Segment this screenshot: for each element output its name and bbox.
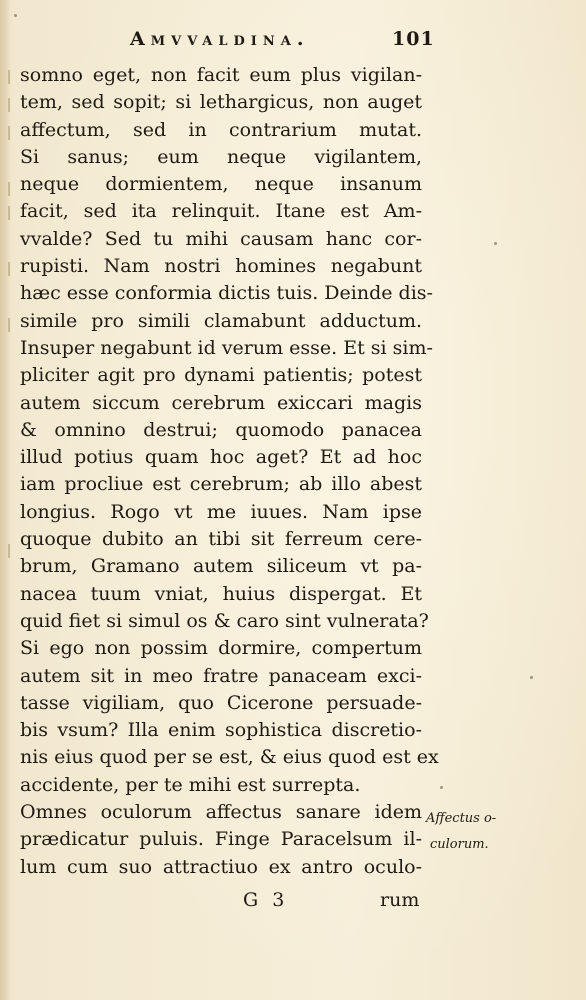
edge-mark	[8, 318, 10, 332]
marginal-note-line: culorum.	[430, 837, 489, 852]
text-line: affectum, sed in contrarium mutat.	[20, 118, 422, 141]
edge-mark	[8, 98, 10, 112]
edge-mark	[8, 182, 10, 196]
running-title: Amvvaldina.	[130, 28, 310, 50]
text-line: Si sanus; eum neque vigilantem,	[20, 145, 422, 168]
text-line: iam procliue est cerebrum; ab illo abest	[20, 473, 422, 496]
ink-speck	[440, 786, 443, 789]
text-line: Insuper negabunt id verum esse. Et si sim-	[20, 336, 433, 359]
text-line: accidente, per te mihi est surrepta.	[20, 773, 361, 796]
body-text	[20, 62, 439, 881]
text-line: neque dormientem, neque insanum	[20, 173, 422, 196]
edge-mark	[8, 262, 10, 276]
text-line: hæc esse conformia dictis tuis. Deinde dis-	[20, 282, 433, 305]
text-line: illud potius quam hoc aget? Et ad hoc	[20, 446, 422, 469]
catchword: rum	[380, 889, 420, 911]
marginal-note-line: Affectus o-	[426, 811, 497, 826]
text-line: nis eius quod per se est, & eius quod est ex	[20, 746, 439, 769]
text-line: quid fiet si simul os & caro sint vulnerata?	[20, 609, 429, 632]
text-line: brum, Gramano autem siliceum vt pa-	[20, 555, 422, 578]
ink-speck	[494, 242, 497, 245]
page-gutter-shadow	[0, 0, 10, 1000]
text-line: quoque dubito an tibi sit ferreum cere-	[20, 528, 422, 551]
text-line: pliciter agit pro dynami patientis; potest	[20, 364, 422, 387]
text-line: bis vsum? Illa enim sophistica discretio-	[20, 719, 422, 742]
text-line: tasse vigiliam, quo Cicerone persuade-	[20, 691, 422, 714]
text-line: nacea tuum vniat, huius dispergat. Et	[20, 582, 422, 605]
text-line: lum cum suo attractiuo ex antro oculo-	[20, 855, 422, 878]
text-line: prædicatur puluis. Finge Paracelsum il-	[20, 828, 422, 851]
marginal-note	[426, 806, 536, 858]
text-line: facit, sed ita relinquit. Itane est Am-	[20, 200, 422, 223]
text-line: Si ego non possim dormire, compertum	[20, 637, 422, 660]
text-line: somno eget, non facit eum plus vigilan-	[20, 64, 422, 86]
edge-mark	[8, 126, 10, 140]
ink-speck	[14, 14, 17, 17]
page-footer	[0, 889, 586, 919]
edge-mark	[8, 544, 10, 558]
text-line: simile pro simili clamabunt adductum.	[20, 309, 422, 332]
edge-mark	[8, 70, 10, 84]
text-line: autem siccum cerebrum exiccari magis	[20, 391, 422, 414]
edge-mark	[8, 206, 10, 220]
text-line: tem, sed sopit; si lethargicus, non auget	[20, 91, 422, 114]
page-number: 101	[392, 28, 435, 50]
text-line: longius. Rogo vt me iuues. Nam ipse	[20, 500, 422, 523]
ink-speck	[530, 676, 533, 679]
text-line: rupisti. Nam nostri homines negabunt	[20, 255, 422, 278]
page-header	[0, 28, 586, 58]
text-line: vvalde? Sed tu mihi causam hanc cor-	[20, 227, 422, 250]
text-line: autem sit in meo fratre panaceam exci-	[20, 664, 422, 687]
text-line: Omnes oculorum affectus sanare idem	[20, 801, 422, 824]
text-line: & omnino destrui; quomodo panacea	[20, 418, 422, 441]
signature-mark: G 3	[243, 889, 289, 911]
